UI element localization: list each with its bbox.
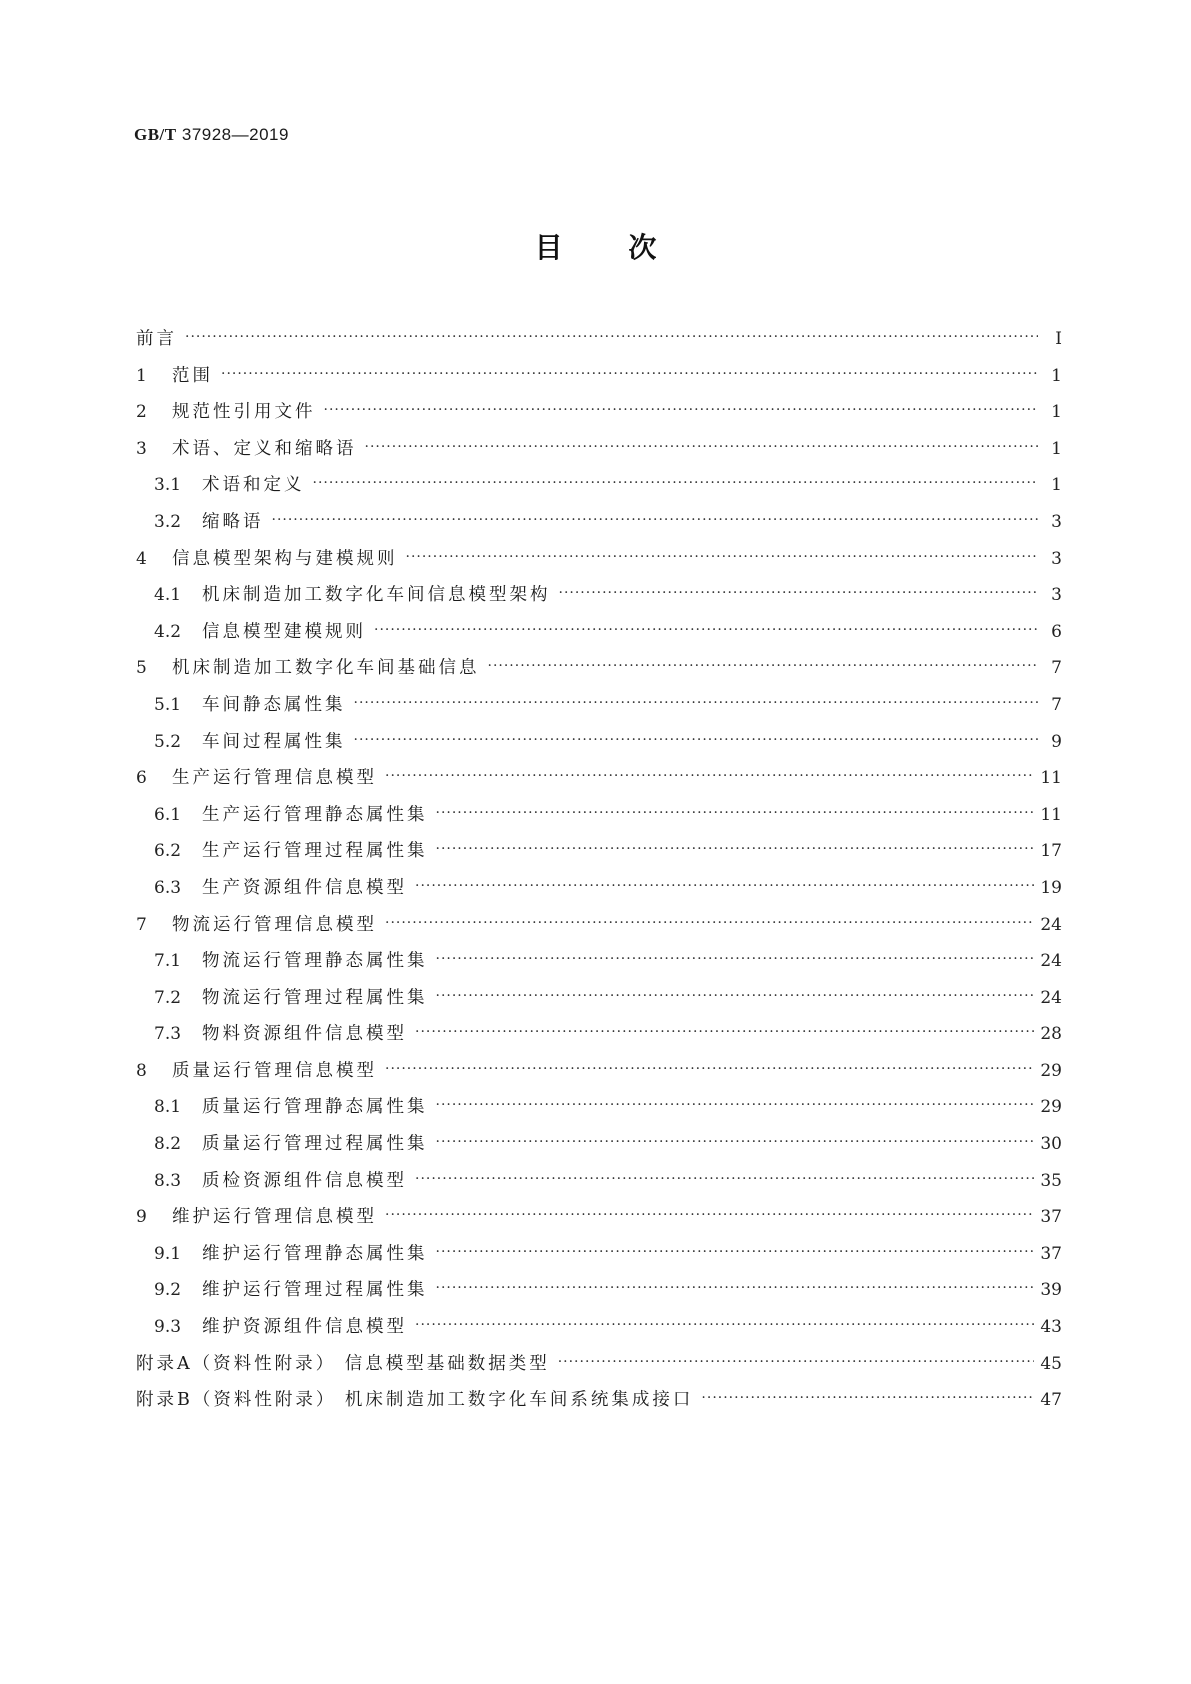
toc-entry-page: Ⅰ bbox=[1055, 329, 1062, 349]
toc-entry-number: 5.1 bbox=[154, 694, 182, 715]
toc-entry-number: 9.2 bbox=[154, 1280, 182, 1301]
toc-leader-dots bbox=[313, 475, 1039, 491]
toc-leader-dots bbox=[436, 1244, 1035, 1260]
toc-entry-page: 3 bbox=[1051, 548, 1062, 569]
toc-entry[interactable] bbox=[136, 1240, 1062, 1277]
toc-entry[interactable] bbox=[136, 1167, 1062, 1204]
toc-leader-dots bbox=[559, 585, 1039, 601]
toc-entry[interactable] bbox=[136, 1203, 1062, 1240]
toc-entry-page: 43 bbox=[1040, 1317, 1062, 1338]
toc-entry[interactable] bbox=[136, 581, 1062, 618]
toc-entry-page: 6 bbox=[1051, 621, 1062, 642]
toc-leader-dots bbox=[488, 658, 1039, 674]
toc-entry-title: 生产运行管理静态属性集 bbox=[202, 804, 428, 825]
toc-leader-dots bbox=[558, 1354, 1035, 1370]
toc-entry[interactable] bbox=[136, 362, 1062, 399]
toc-entry-title: 质量运行管理过程属性集 bbox=[202, 1134, 428, 1155]
toc-entry-number: 8 bbox=[136, 1060, 147, 1081]
toc-entry[interactable] bbox=[136, 911, 1062, 948]
toc-leader-dots bbox=[385, 768, 1034, 784]
toc-entry-number: 9 bbox=[136, 1207, 147, 1228]
toc-entry-page: 17 bbox=[1040, 841, 1062, 862]
toc-entry-title: 物料资源组件信息模型 bbox=[202, 1024, 407, 1045]
toc-entry-number: 9.3 bbox=[154, 1317, 182, 1338]
toc-entry[interactable] bbox=[136, 837, 1062, 874]
toc-entry-page: 29 bbox=[1040, 1060, 1062, 1081]
toc-entry-number: 8.3 bbox=[154, 1170, 182, 1191]
toc-entry-page: 1 bbox=[1051, 402, 1062, 423]
toc-entry[interactable] bbox=[136, 1313, 1062, 1350]
toc-entry-title: 术语、定义和缩略语 bbox=[172, 438, 357, 459]
toc-leader-dots bbox=[354, 695, 1039, 711]
toc-entry-number: 3 bbox=[136, 438, 147, 459]
standard-prefix: GB/T bbox=[134, 125, 177, 144]
toc-entry-title: 生产运行管理过程属性集 bbox=[202, 841, 428, 862]
toc-entry-title: 信息模型建模规则 bbox=[202, 621, 366, 642]
toc-entry[interactable] bbox=[136, 508, 1062, 545]
toc-entry-title: 规范性引用文件 bbox=[172, 402, 316, 423]
toc-entry-title: 机床制造加工数字化车间信息模型架构 bbox=[202, 585, 551, 606]
toc-entry[interactable] bbox=[136, 1057, 1062, 1094]
toc-entry-number: 4.2 bbox=[154, 621, 182, 642]
toc-entry-number: 1 bbox=[136, 365, 147, 386]
toc-entry[interactable] bbox=[136, 325, 1062, 362]
toc-entry-number: 6 bbox=[136, 768, 147, 789]
toc-leader-dots bbox=[436, 1280, 1035, 1296]
toc-entry[interactable] bbox=[136, 1386, 1062, 1423]
toc-entry-title: 附录B（资料性附录） 机床制造加工数字化车间系统集成接口 bbox=[136, 1390, 694, 1411]
toc-entry-number: 9.1 bbox=[154, 1243, 182, 1264]
toc-entry[interactable] bbox=[136, 874, 1062, 911]
toc-entry-title: 物流运行管理静态属性集 bbox=[202, 951, 428, 972]
toc-entry[interactable] bbox=[136, 1093, 1062, 1130]
toc-entry[interactable] bbox=[136, 545, 1062, 582]
toc-entry-number: 6.3 bbox=[154, 877, 182, 898]
toc-entry[interactable] bbox=[136, 764, 1062, 801]
toc-entry-title: 维护运行管理过程属性集 bbox=[202, 1280, 428, 1301]
toc-entry[interactable] bbox=[136, 435, 1062, 472]
toc-entry-number: 3.2 bbox=[154, 511, 182, 532]
toc-entry[interactable] bbox=[136, 654, 1062, 691]
toc-entry-title: 术语和定义 bbox=[202, 475, 305, 496]
toc-entry-number: 8.2 bbox=[154, 1134, 182, 1155]
toc-entry-page: 47 bbox=[1040, 1390, 1062, 1411]
toc-leader-dots bbox=[436, 1134, 1035, 1150]
toc-entry[interactable] bbox=[136, 398, 1062, 435]
toc-entry-title: 物流运行管理信息模型 bbox=[172, 914, 377, 935]
toc-entry-page: 45 bbox=[1040, 1353, 1062, 1374]
toc-entry-page: 30 bbox=[1040, 1134, 1062, 1155]
toc-entry-number: 7.2 bbox=[154, 987, 182, 1008]
toc-entry-page: 1 bbox=[1051, 438, 1062, 459]
toc-entry-title: 维护运行管理静态属性集 bbox=[202, 1243, 428, 1264]
toc-entry-title: 前言 bbox=[136, 329, 177, 349]
toc-entry[interactable] bbox=[136, 947, 1062, 984]
toc-entry[interactable] bbox=[136, 1350, 1062, 1387]
toc-entry-page: 1 bbox=[1051, 475, 1062, 496]
toc-entry-number: 5 bbox=[136, 658, 147, 679]
toc-leader-dots bbox=[415, 1024, 1034, 1040]
toc-leader-dots bbox=[221, 366, 1038, 382]
table-of-contents bbox=[136, 325, 1062, 1423]
toc-entry-number: 8.1 bbox=[154, 1097, 182, 1118]
toc-leader-dots bbox=[415, 1317, 1034, 1333]
toc-entry-page: 24 bbox=[1040, 987, 1062, 1008]
toc-entry[interactable] bbox=[136, 618, 1062, 655]
page-title: 目 次 bbox=[534, 231, 685, 264]
toc-leader-dots bbox=[436, 951, 1035, 967]
toc-entry-page: 39 bbox=[1040, 1280, 1062, 1301]
toc-leader-dots bbox=[436, 988, 1035, 1004]
toc-entry-page: 35 bbox=[1040, 1170, 1062, 1191]
toc-entry-title: 质检资源组件信息模型 bbox=[202, 1170, 407, 1191]
toc-entry[interactable] bbox=[136, 728, 1062, 765]
toc-entry-title: 物流运行管理过程属性集 bbox=[202, 987, 428, 1008]
toc-entry-page: 7 bbox=[1051, 694, 1062, 715]
standard-code: 37928—2019 bbox=[181, 125, 289, 144]
toc-entry-number: 6.2 bbox=[154, 841, 182, 862]
toc-leader-dots bbox=[701, 1390, 1034, 1406]
toc-entry-page: 29 bbox=[1040, 1097, 1062, 1118]
toc-leader-dots bbox=[415, 1171, 1034, 1187]
toc-entry-title: 车间静态属性集 bbox=[202, 694, 346, 715]
toc-entry-number: 7.1 bbox=[154, 951, 182, 972]
standard-number bbox=[134, 125, 289, 145]
toc-entry-number: 4 bbox=[136, 548, 147, 569]
toc-leader-dots bbox=[365, 439, 1039, 455]
toc-leader-dots bbox=[436, 805, 1035, 821]
toc-entry-page: 24 bbox=[1040, 914, 1062, 935]
toc-entry-page: 37 bbox=[1040, 1243, 1062, 1264]
toc-entry-title: 维护资源组件信息模型 bbox=[202, 1317, 407, 1338]
toc-entry-number: 6.1 bbox=[154, 804, 182, 825]
toc-entry-title: 维护运行管理信息模型 bbox=[172, 1207, 377, 1228]
toc-entry-page: 3 bbox=[1051, 585, 1062, 606]
toc-entry-page: 24 bbox=[1040, 951, 1062, 972]
toc-entry-title: 质量运行管理静态属性集 bbox=[202, 1097, 428, 1118]
toc-entry-page: 1 bbox=[1051, 365, 1062, 386]
toc-entry-title: 范围 bbox=[172, 365, 213, 386]
toc-entry-number: 2 bbox=[136, 402, 147, 423]
toc-leader-dots bbox=[324, 402, 1039, 418]
toc-entry-page: 9 bbox=[1051, 731, 1062, 752]
toc-leader-dots bbox=[436, 841, 1035, 857]
toc-leader-dots bbox=[272, 512, 1039, 528]
toc-entry-number: 5.2 bbox=[154, 731, 182, 752]
toc-entry[interactable] bbox=[136, 1130, 1062, 1167]
toc-entry-page: 19 bbox=[1040, 877, 1062, 898]
toc-entry-page: 7 bbox=[1051, 658, 1062, 679]
toc-entry-title: 生产运行管理信息模型 bbox=[172, 768, 377, 789]
toc-entry-title: 车间过程属性集 bbox=[202, 731, 346, 752]
toc-leader-dots bbox=[354, 732, 1039, 748]
toc-entry-page: 11 bbox=[1040, 804, 1062, 825]
toc-entry-title: 缩略语 bbox=[202, 511, 264, 532]
toc-leader-dots bbox=[385, 1207, 1034, 1223]
toc-entry-number: 3.1 bbox=[154, 475, 182, 496]
toc-entry[interactable] bbox=[136, 471, 1062, 508]
toc-entry-page: 11 bbox=[1040, 768, 1062, 789]
toc-leader-dots bbox=[385, 1061, 1034, 1077]
toc-entry-page: 3 bbox=[1051, 511, 1062, 532]
toc-entry[interactable] bbox=[136, 984, 1062, 1021]
toc-entry-number: 7 bbox=[136, 914, 147, 935]
toc-entry-page: 28 bbox=[1040, 1024, 1062, 1045]
toc-entry[interactable] bbox=[136, 691, 1062, 728]
toc-entry-title: 机床制造加工数字化车间基础信息 bbox=[172, 658, 480, 679]
toc-entry-number: 7.3 bbox=[154, 1024, 182, 1045]
toc-leader-dots bbox=[185, 329, 1038, 345]
toc-entry-number: 4.1 bbox=[154, 585, 182, 606]
toc-entry[interactable] bbox=[136, 801, 1062, 838]
toc-entry-page: 37 bbox=[1040, 1207, 1062, 1228]
toc-leader-dots bbox=[406, 549, 1039, 565]
toc-entry-title: 信息模型架构与建模规则 bbox=[172, 548, 398, 569]
toc-entry[interactable] bbox=[136, 1020, 1062, 1057]
toc-leader-dots bbox=[415, 878, 1034, 894]
toc-entry-title: 附录A（资料性附录） 信息模型基础数据类型 bbox=[136, 1353, 550, 1374]
toc-leader-dots bbox=[385, 915, 1034, 931]
toc-entry-title: 质量运行管理信息模型 bbox=[172, 1060, 377, 1081]
toc-leader-dots bbox=[436, 1097, 1035, 1113]
toc-entry-title: 生产资源组件信息模型 bbox=[202, 877, 407, 898]
toc-entry[interactable] bbox=[136, 1276, 1062, 1313]
toc-leader-dots bbox=[374, 622, 1038, 638]
